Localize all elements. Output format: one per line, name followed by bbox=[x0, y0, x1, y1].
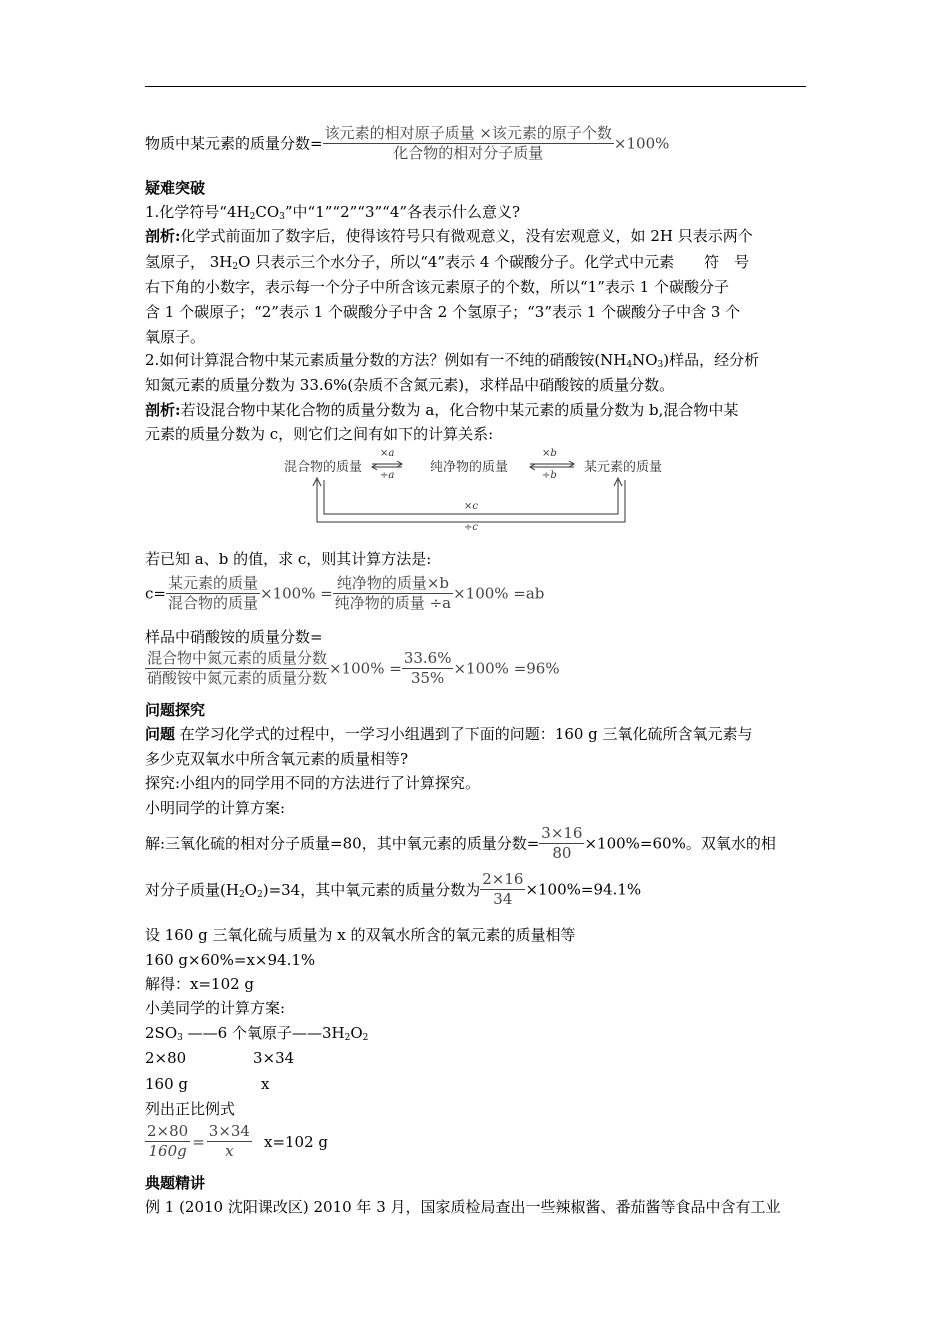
q2-mid: NO bbox=[632, 351, 658, 369]
answer-2-line-2: 元素的质量分数为 c，则它们之间有如下的计算关系: bbox=[145, 425, 494, 443]
formula-main-fraction bbox=[323, 124, 614, 163]
sol1-pre: 解:三氧化硫的相对分子质量=80，其中氧元素的质量分数= bbox=[145, 834, 540, 853]
answer-2-line-1 bbox=[145, 400, 738, 420]
problem-line-2: 多少克双氧水中所含氧元素的质量相等? bbox=[145, 750, 409, 768]
diagram-label-times-b: ×b bbox=[542, 448, 557, 459]
q2-post: )样品，经分析 bbox=[663, 351, 760, 369]
answer-1-label: 剖析: bbox=[145, 227, 181, 245]
answer-1-line-2 bbox=[145, 252, 749, 272]
calc-c-f2-num: 纯净物的质量×b bbox=[333, 574, 453, 594]
sol1-den: 80 bbox=[552, 844, 572, 862]
problem-label: 问题 bbox=[145, 725, 176, 743]
calc-c-f2-den: 纯净物的质量 ÷a bbox=[334, 594, 452, 612]
proportion-formula bbox=[145, 1122, 328, 1161]
sample-f2-den: 35% bbox=[410, 669, 445, 687]
example-1: 例 1 (2010 沈阳课改区) 2010 年 3 月，国家质检局查出一些辣椒酱、番茄酱等食品中含有工业 bbox=[145, 1198, 781, 1216]
q2-sub2: 3 bbox=[657, 360, 664, 370]
answer-1-text-1: 化学式前面加了数字后，使得该符号只有微观意义，没有宏观意义，如 2H 只表示两个 bbox=[180, 227, 753, 245]
a1-line2-sub: 2 bbox=[232, 262, 239, 272]
q1-suffix: ”中“1”“2”“3”“4”各表示什么意义? bbox=[284, 203, 521, 221]
ratio-line-3: 160 g bbox=[145, 1075, 189, 1093]
ratio-line-1 bbox=[145, 1023, 368, 1043]
answer-1-line-5: 氧原子。 bbox=[145, 328, 206, 346]
sol2-left bbox=[145, 881, 480, 899]
solution-line-2 bbox=[145, 870, 641, 909]
sample-calc bbox=[145, 649, 560, 688]
proportion-f1-den: 160g bbox=[148, 1142, 187, 1160]
solution-line-5: 解得：x=102 g bbox=[145, 975, 255, 993]
sol1-fraction bbox=[539, 824, 584, 863]
ratio-pre: 2SO bbox=[145, 1024, 178, 1042]
q1-prefix: 1.化学符号“4H bbox=[145, 203, 250, 221]
relation-diagram bbox=[280, 450, 675, 536]
solution-line-3: 设 160 g 三氧化硫与质量为 x 的双氧水所含的氧元素的质量相等 bbox=[145, 926, 576, 944]
answer-2-text-1: 若设混合物中某化合物的质量分数为 a，化合物中某元素的质量分数为 b,混合物中某 bbox=[180, 401, 739, 419]
sol2-mid2: )=34，其中氧元素的质量分数为 bbox=[262, 880, 481, 899]
section-title-problem-explore: 问题探究 bbox=[145, 701, 206, 719]
sol2-den: 34 bbox=[493, 890, 513, 908]
sol2-pre: 对分子质量(H bbox=[145, 880, 239, 899]
sol2-num: 2×16 bbox=[482, 870, 524, 888]
explore-text: 探究:小组内的同学用不同的方法进行了计算探究。 bbox=[145, 774, 481, 792]
answer-1-line-3: 右下角的小数字，表示每一个分子中所含该元素原子的个数，所以“1”表示 1 个碳酸分子 bbox=[145, 278, 729, 296]
calc-c-f1-num: 某元素的质量 bbox=[167, 574, 258, 592]
diagram-node-pure: 纯净物的质量 bbox=[430, 460, 509, 475]
proportion-fraction-1 bbox=[145, 1122, 190, 1161]
section-title-examples: 典题精讲 bbox=[145, 1174, 206, 1192]
calc-c-label: c= bbox=[145, 584, 166, 603]
formula-main-tail: ×100% bbox=[613, 134, 670, 153]
diagram-label-times-a: ×a bbox=[380, 448, 395, 459]
solution-line-1 bbox=[145, 824, 776, 863]
formula-main bbox=[145, 124, 669, 163]
q2-pre: 2.如何计算混合物中某元素质量分数的方法？例如有一不纯的硝酸铵(NH bbox=[145, 351, 627, 369]
sol1-post: ×100%=60%。双氧水的相 bbox=[584, 834, 776, 853]
diagram-node-mixture: 混合物的质量 bbox=[284, 460, 363, 475]
diagram-label-div-b: ÷b bbox=[542, 470, 557, 481]
question-2-line-1 bbox=[145, 350, 759, 370]
sol2-mid: O bbox=[244, 880, 257, 899]
sample-tail: ×100% =96% bbox=[453, 659, 560, 678]
diagram-label-times-c: ×c bbox=[464, 501, 478, 512]
sample-f1-den: 硝酸铵中氮元素的质量分数 bbox=[147, 669, 328, 687]
sample-mid: ×100% = bbox=[329, 659, 402, 678]
answer-2-label: 剖析: bbox=[145, 401, 181, 419]
ratio-sub3: 2 bbox=[362, 1033, 369, 1043]
a1-line2-pre: 氢原子， 3H bbox=[145, 253, 233, 271]
sample-f1-num: 混合物中氮元素的质量分数 bbox=[147, 649, 328, 667]
calc-c-fraction-2 bbox=[333, 574, 453, 613]
diagram-node-element: 某元素的质量 bbox=[584, 460, 663, 475]
problem-line-1 bbox=[145, 724, 753, 744]
ratio-mid2: O bbox=[350, 1024, 363, 1042]
calc-c-f1-den: 混合物的质量 bbox=[167, 594, 258, 612]
sol1-num: 3×16 bbox=[541, 824, 583, 842]
sol2-sub: 2 bbox=[238, 889, 245, 900]
xiaoming-title: 小明同学的计算方案: bbox=[145, 799, 286, 817]
q1-sub1: 2 bbox=[249, 212, 256, 222]
calc-c-mid: ×100% = bbox=[260, 584, 333, 603]
ratio-line-2 bbox=[145, 1048, 186, 1068]
xiaomei-title: 小美同学的计算方案: bbox=[145, 999, 286, 1017]
proportion-f2-num: 3×34 bbox=[208, 1122, 250, 1140]
ratio-mid: ——6 个氧原子——3H bbox=[182, 1024, 345, 1042]
formula-main-numerator: 该元素的相对原子质量 ×该元素的原子个数 bbox=[324, 124, 612, 142]
proportion-eq: = bbox=[192, 1132, 205, 1151]
question-2-line-2: 知氮元素的质量分数为 33.6%(杂质不含氮元素)，求样品中硝酸铵的质量分数。 bbox=[145, 376, 675, 394]
ratio-row2a: 2×80 bbox=[145, 1049, 187, 1067]
calc-intro: 若已知 a、b 的值，求 c，则其计算方法是: bbox=[145, 550, 432, 568]
calc-c-fraction-1 bbox=[166, 574, 260, 613]
problem-text-1: 在学习化学式的过程中，一学习小组遇到了下面的问题：160 g 三氧化硫所含氧元素与 bbox=[175, 725, 753, 743]
ratio-sub1: 3 bbox=[177, 1033, 183, 1043]
diagram-label-div-c: ÷c bbox=[464, 522, 478, 533]
proportion-fraction-2 bbox=[207, 1122, 252, 1161]
calc-c bbox=[145, 574, 544, 613]
answer-1-line-4: 含 1 个碳原子；“2”表示 1 个碳酸分子中含 2 个氢原子；“3”表示 1 个碳酸分子中含 3 个 bbox=[145, 303, 741, 321]
ratio-line-2b: 3×34 bbox=[253, 1049, 295, 1067]
diagram-label-div-a: ÷a bbox=[380, 470, 395, 481]
sol2-fraction bbox=[480, 870, 525, 909]
question-1 bbox=[145, 202, 520, 222]
answer-1-line-1 bbox=[145, 226, 753, 246]
q1-mid: CO bbox=[255, 203, 280, 221]
sol2-sub2: 2 bbox=[256, 889, 263, 900]
q1-sub2: 3 bbox=[279, 212, 285, 222]
header-rule bbox=[145, 86, 806, 87]
formula-main-denominator: 化合物的相对分子质量 bbox=[393, 144, 544, 162]
formula-main-label: 物质中某元素的质量分数= bbox=[145, 134, 323, 153]
proportion-result: x=102 g bbox=[263, 1132, 329, 1151]
calc-c-tail: ×100% =ab bbox=[453, 584, 545, 603]
proportion-f1-num: 2×80 bbox=[147, 1122, 189, 1140]
section-title-difficulties: 疑难突破 bbox=[145, 179, 206, 197]
sol2-post: ×100%=94.1% bbox=[525, 880, 642, 899]
solution-line-4: 160 g×60%=x×94.1% bbox=[145, 951, 316, 969]
sample-f2-num: 33.6% bbox=[403, 649, 452, 667]
sample-fraction-1 bbox=[145, 649, 329, 688]
sample-label: 样品中硝酸铵的质量分数= bbox=[145, 628, 323, 646]
a1-line2-post: O 只表示三个水分子，所以“4”表示 4 个碳酸分子。化学式中元素 符 号 bbox=[238, 253, 750, 271]
proportion-title: 列出正比例式 bbox=[145, 1100, 236, 1118]
ratio-line-3b: x bbox=[261, 1075, 270, 1093]
sample-fraction-2 bbox=[402, 649, 454, 688]
ratio-sub2: 2 bbox=[344, 1033, 351, 1043]
proportion-f2-den: x bbox=[225, 1142, 234, 1160]
q2-sub1: 4 bbox=[626, 360, 633, 370]
